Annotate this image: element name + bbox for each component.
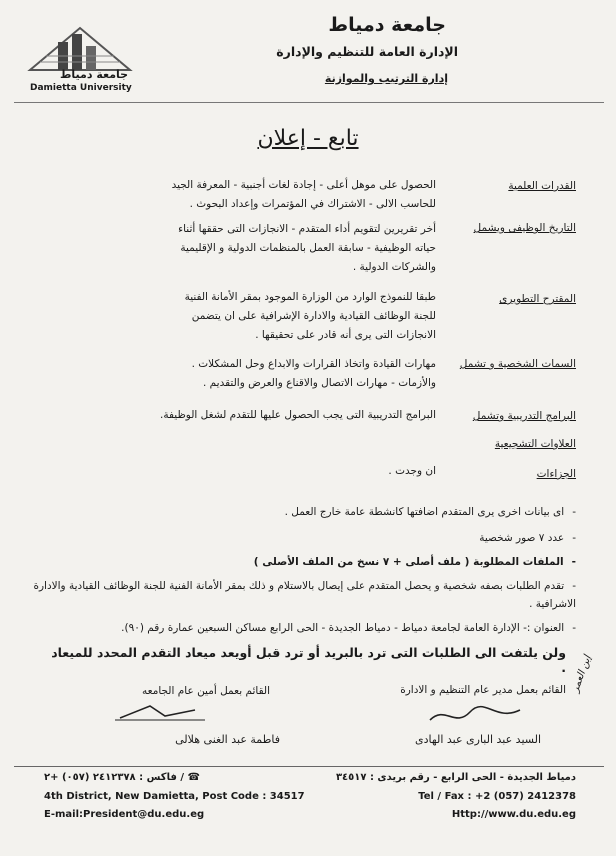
footer-telfax-en: Tel / Fax : +2 (057) 2412378 — [418, 791, 576, 802]
text-scientific: الحصول على موهل أعلى - إجادة لغات أجنبية - المعرفة الجيد للحاسب الالى - الاشتراك في المؤتمرات وإعداد البحوث . — [171, 179, 436, 210]
footer-email: E-mail:President@du.edu.eg — [44, 809, 205, 820]
text-penalties: ان وجدت . — [388, 465, 436, 477]
footer-address-ar: دمياط الجديدة - الحى الرابع - رقم بريدى : ٣٤٥١٧ — [335, 772, 576, 783]
text-proposal: طبقا للنموذج الوارد من الوزارة الموجود بمقر الأمانة الفنية للجنة الوظائف القيادية والادارة الإشرافية على ان يتضمن الانجازات التى يرى أنه قادر على تحقيقها . — [184, 291, 436, 341]
bullet-item: -الملفات المطلوبة ( ملف أصلى + ٧ نسخ من الملف الأصلى ) — [253, 556, 576, 568]
bullet-item: -العنوان :- الإدارة العامة لجامعة دمياط - دمياط الجديدة - الحى الرابع مساكن السبعين عمارة رقم (٩٠). — [121, 622, 576, 634]
signature-left-mark — [110, 700, 210, 730]
bullet-item: -عدد ٧ صور شخصية — [479, 532, 576, 544]
signature-left-title: القائم بعمل أمين عام الجامعه — [142, 685, 270, 697]
admin-name: الإدارة العامة للتنظيم والإدارة — [276, 44, 458, 59]
label-training: البرامج التدريبية وتشمل — [472, 410, 576, 422]
text-career: أخر تقريرين لتقويم أداء المتقدم - الانجازات التى حققها أثناء حياته الوظيفية - سابقة العمل بالمنظمات الدولية و الإقليمية والشركات الدولية . — [178, 223, 436, 273]
footer-address-en: 4th District, New Damietta, Post Code : 34517 — [44, 791, 305, 802]
footer-fax-ar: ☎ / فاكس : ٢٤١٢٣٧٨ (٠٥٧) +٢ — [44, 772, 200, 783]
footer-web: Http://www.du.edu.eg — [451, 809, 576, 820]
text-traits: مهارات القيادة واتخاذ القرارات والابداع وحل المشكلات . والأزمات - مهارات الاتصال والاقناع والعرض والتقديم . — [191, 358, 436, 389]
logo-english-text: Damietta University — [30, 83, 132, 93]
bullet-item: -اى بيانات اخرى يرى المتقدم اضافتها كانشطة عامة خارج العمل . — [284, 506, 576, 518]
university-name: جامعة دمياط — [328, 14, 446, 36]
label-proposal: المقترح التطويرى — [499, 293, 576, 305]
signature-right-title: القائم بعمل مدير عام التنظيم و الادارة — [400, 684, 566, 696]
label-bonuses: العلاوات التشجيعية — [494, 438, 576, 450]
logo-arabic-text: جامعة دمياط — [60, 68, 129, 81]
label-career: التاريخ الوظيفى ويشمل — [473, 222, 576, 234]
label-scientific: القدرات العلمية — [508, 180, 576, 192]
footer-divider — [14, 766, 604, 767]
signature-right-mark — [425, 700, 525, 734]
header-divider — [14, 102, 604, 103]
page-title: تابع - إعلان — [257, 126, 359, 151]
bullet-item: -تقدم الطلبات بصفه شخصية و يحصل المتقدم على إيصال بالاستلام و ذلك بمقر الأمانة الفنية للجنة الوظائف القيادية والادارة الاشرافية . — [33, 580, 576, 610]
label-traits: السمات الشخصية و تشمل — [459, 358, 576, 370]
text-training: البرامج التدريبية التى يجب الحصول عليها للتقدم لشغل الوظيفة. — [160, 409, 436, 421]
university-logo — [20, 20, 140, 98]
signature-right-name: السيد عبد البارى عبد الهادى — [415, 733, 541, 746]
dept-name: إدارة الترتيب والموازنة — [324, 72, 448, 85]
notice-text: ولن يلتفت الى الطلبات التى ترد بالبريد أو ترد قبل أويعد ميعاد التقدم المحدد للميعاد . — [51, 645, 566, 675]
margin-handwritten-note: إبن العمر — [570, 653, 594, 694]
label-penalties: الجزاءات — [536, 468, 576, 480]
signature-left-name: فاطمة عبد الغنى هلالى — [175, 733, 280, 746]
